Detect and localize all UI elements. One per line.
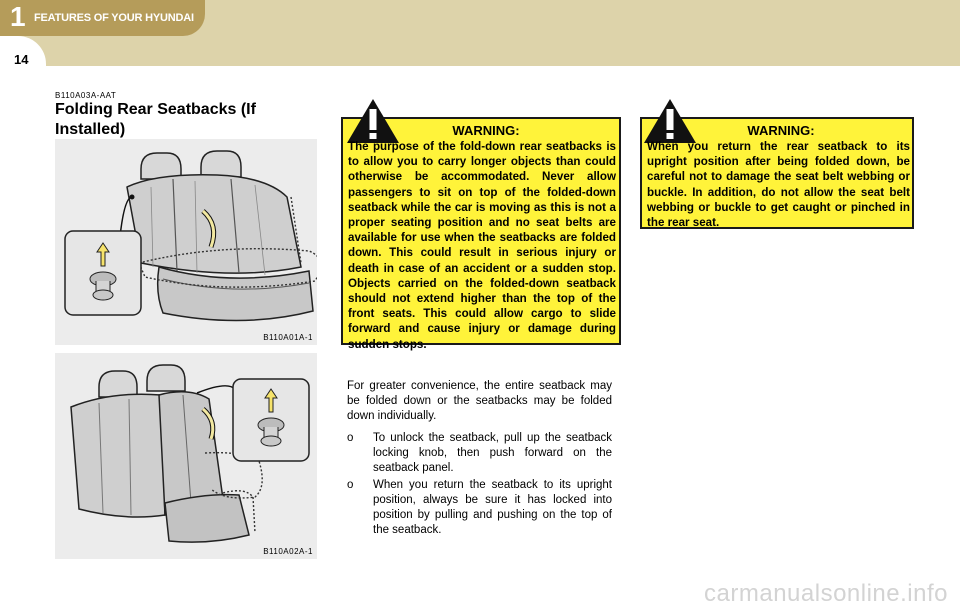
list-item xyxy=(347,431,612,476)
figure-full-seat xyxy=(55,139,317,345)
instructions-text xyxy=(347,379,612,538)
warning-heading: WARNING: xyxy=(452,123,520,138)
section-code: B110A03A-AAT xyxy=(55,91,117,100)
warning-box-return-upright xyxy=(640,117,914,229)
bullet-text: When you return the seatback to its upright position, always be sure it has locked into position by pulling and pushing on the top of the seatback. xyxy=(373,479,612,536)
figure-split-seat xyxy=(55,353,317,559)
figure-code: B110A02A-1 xyxy=(263,547,313,556)
bullet-mark: o xyxy=(347,479,354,491)
chapter-title: FEATURES OF YOUR HYUNDAI xyxy=(34,12,194,24)
bullet-text: To unlock the seatback, pull up the seatback locking knob, then push forward on the seatback panel. xyxy=(373,432,612,474)
chapter-number: 1 xyxy=(10,1,26,32)
section-title: Folding Rear Seatbacks (If Installed) xyxy=(55,101,256,138)
page-number: 14 xyxy=(14,52,29,67)
watermark: carmanualsonline.info xyxy=(704,580,948,607)
warning-body: The purpose of the fold-down rear seatbacks is to allow you to carry longer objects than could otherwise be accommodated. Never allow passengers to sit on top of the folded-down seatback while the car is moving as this is not a proper seating position and no seat belts are available for use when the seatbacks are folded down. This could result in serious injury or death in case of an accident or a sudden stop. Objects carried on the folded-down seatback should not extend higher than the top of the front seats. This could allow cargo to slide forward and cause injury or damage during sudden stops. xyxy=(348,140,616,351)
warning-box-fold-down xyxy=(341,117,621,351)
warning-body: When you return the rear seatback to its upright position after being folded down, be careful not to damage the seat belt webbing or buckle. In addition, do not allow the seat belt webbing or buckle to get caught or pinched in the rear seat. xyxy=(647,140,910,230)
seat-illustration xyxy=(55,353,317,559)
bullet-mark: o xyxy=(347,432,354,444)
figure-code: B110A01A-1 xyxy=(263,333,313,342)
list-item xyxy=(347,478,612,538)
intro-paragraph: For greater convenience, the entire seatback may be folded down or the seatbacks may be folded down individually. xyxy=(347,380,612,422)
warning-triangle-icon xyxy=(345,97,401,145)
warning-triangle-icon xyxy=(642,97,698,145)
seat-illustration xyxy=(55,139,317,345)
warning-heading: WARNING: xyxy=(747,123,815,138)
